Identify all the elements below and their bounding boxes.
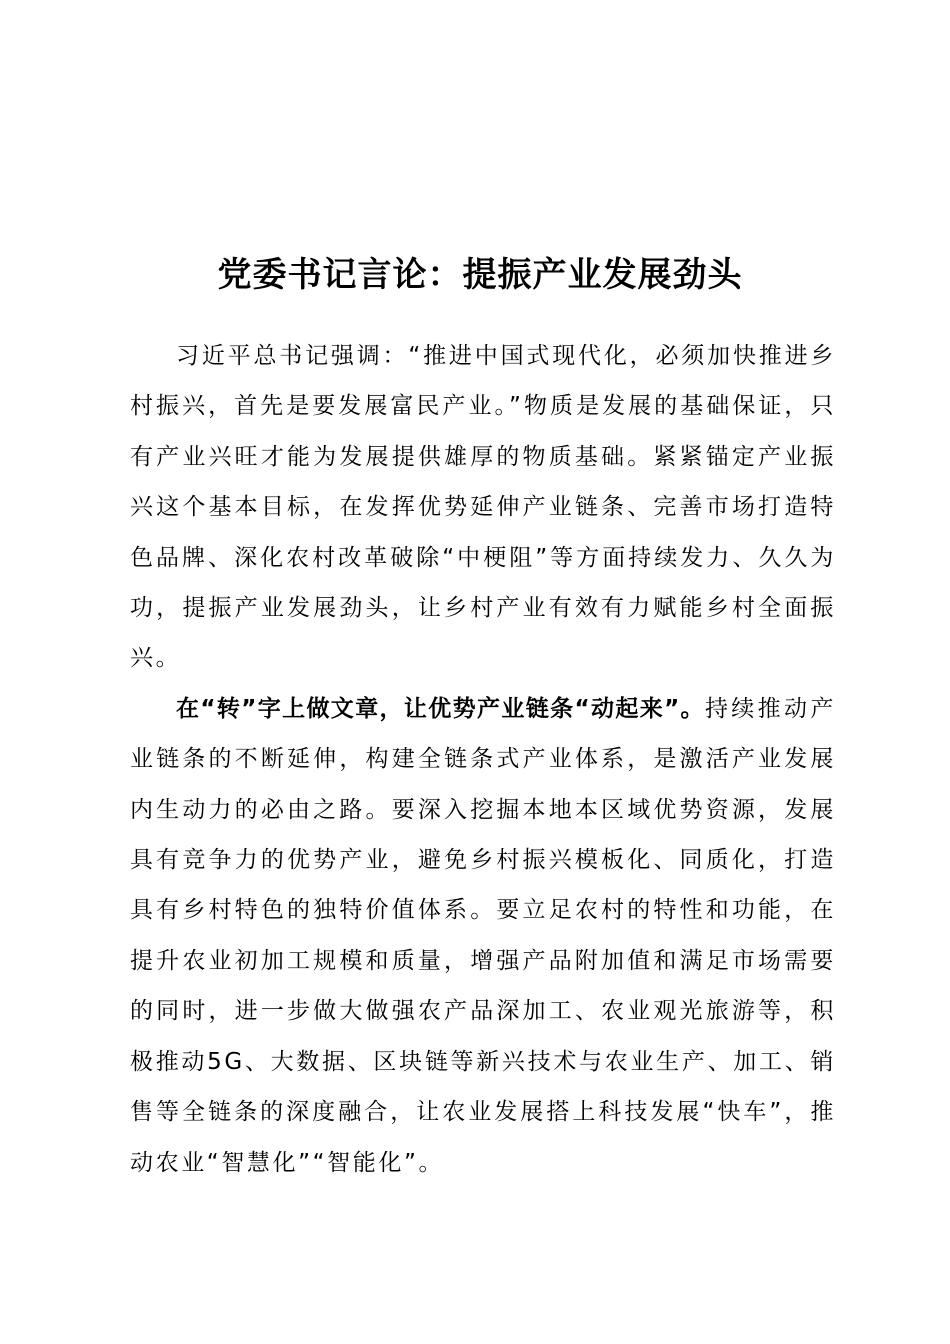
document-title: 党委书记言论：提振产业发展劲头 (217, 254, 743, 295)
paragraph-2 (130, 684, 836, 1188)
paragraph-2-lead: 在“转”字上做文章，让优势产业链条“动起来”。 (176, 695, 705, 722)
paragraph-2-body: 持续推动产业链条的不断延伸，构建全链条式产业体系，是激活产业发展内生动力的必由之路。要深入挖掘本地本区域优势资源，发展具有竞争力的优势产业，避免乡村振兴模板化、同质化，打造具有乡村特色的独特价值体系。要立足农村的特性和功能，在提升农业初加工规模和质量，增强产品附加值和满足市场需要的同时，进一步做大做强农产品深加工、农业观光旅游等，积极推动5G、大数据、区块链等新兴技术与农业生产、加工、销售等全链条的深度融合，让农业发展搭上科技发展“快车”，推动农业“智慧化”“智能化”。 (130, 695, 837, 1176)
document-body (130, 331, 836, 1188)
paragraph-1: 习近平总书记强调：“推进中国式现代化，必须加快推进乡村振兴，首先是要发展富民产业。”物质是发展的基础保证，只有产业兴旺才能为发展提供雄厚的物质基础。紧紧锚定产业振兴这个基本目标，在发挥优势延伸产业链条、完善市场打造特色品牌、深化农村改革破除“中梗阻”等方面持续发力、久久为功，提振产业发展劲头，让乡村产业有效有力赋能乡村全面振兴。 (130, 343, 836, 672)
